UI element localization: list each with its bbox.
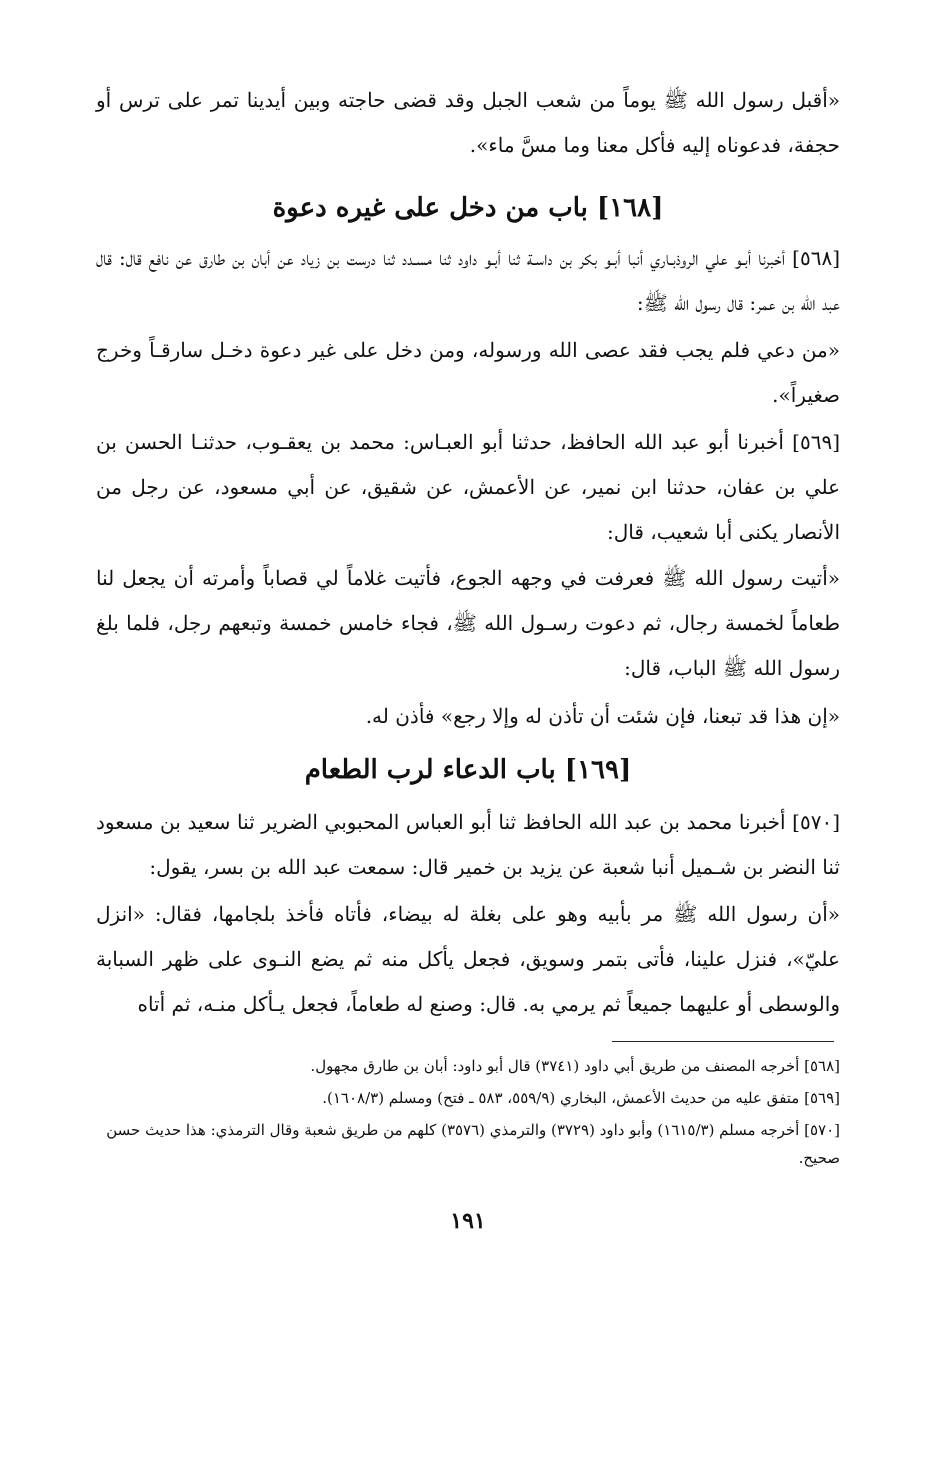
- paragraph-hadith-570-isnad: [٥٧٠] أخبرنا محمد بن عبد الله الحافظ ثنا أبو العباس المحبوبي الضرير ثنا سعيد بن مسعود ثنا النضر بن شـميل أنبا شعبة عن يزيد بن خمير قال: سمعت عبد الله بن بسر، يقول:: [96, 810, 840, 879]
- footnote-569: [٥٦٩] متفق عليه من حديث الأعمش، البخاري (٥٥٩/٩، ٥٨٣ ـ فتح) ومسلم (١٦٠٨/٣).: [322, 1089, 840, 1107]
- footnote-568: [٥٦٨] أخرجه المصنف من طريق أبي داود (٣٧٤١) قال أبو داود: أبان بن طارق مجهول.: [310, 1057, 840, 1075]
- footnote-570: [٥٧٠] أخرجه مسلم (١٦١٥/٣) وأبو داود (٣٧٢٩) والترمذي (٣٥٧٦) كلهم من طريق شعبة وقال الترمذي: هذا حديث حسن صحيح.: [106, 1121, 840, 1167]
- section-heading-168: [١٦٨] باب من دخل على غيره دعوة: [272, 193, 664, 223]
- paragraph-hadith-568-text: «من دعي فلم يجب فقد عصى الله ورسوله، ومن دخل على غير دعوة دخـل سارقـاً وخرج صغيراً».: [96, 338, 840, 407]
- paragraph-intro-quote: «أقبل رسول الله ﷺ يوماً من شعب الجبل وقد قضى حاجته وبين أيدينا تمر على ترس أو حجفة، فدعوناه إليه فأكل معنا وما مسَّ ماء».: [96, 88, 840, 157]
- paragraph-hadith-568-isnad: [٥٦٨] أخبرنا أبـو علي الروذبـاري أنبا أبـو بكر بن داسـة ثنا أبـو داود ثنا مسـدد ثنا درست بن زياد عن أبان بن طارق عن نافع قال: قال عبد الله بن عمر: قال رسول الله ﷺ:: [96, 246, 840, 315]
- paragraph-hadith-570-text: «أن رسول الله ﷺ مر بأبيه وهو على بغلة له بيضاء، فأتاه فأخذ بلجامها، فقال: «انزل عليّ»، فنزل علينا، فأتى بتمر وسويق، فجعل يأكل منه ثم يضع النـوى على ظهر السبابة والوسطى أو عليهما جميعاً ثم يرمي به. قال: وصنع له طعاماً، فجعل يـأكل منـه، ثم أتاه: [96, 902, 840, 1016]
- section-heading-169: [١٦٩] باب الدعاء لرب الطعام: [304, 755, 632, 785]
- paragraph-hadith-569-text: «أتيت رسول الله ﷺ فعرفت في وجهه الجوع، فأتيت غلاماً لي قصاباً وأمرته أن يجعل لنا طعاماً لخمسة رجال، ثم دعوت رسـول الله ﷺ، فجاء خامس خمسة وتبعهم رجل، فلما بلغ رسول الله ﷺ الباب، قال:: [96, 566, 840, 680]
- paragraph-hadith-569-ending: «إن هذا قد تبعنا، فإن شئت أن تأذن له وإلا رجع» فأذن له.: [365, 704, 840, 728]
- paragraph-hadith-569-isnad: [٥٦٩] أخبرنا أبو عبد الله الحافظ، حدثنا أبو العبـاس: محمد بن يعقـوب، حدثنـا الحسن بن علي بن عفان، حدثنا ابن نمير، عن الأعمش، عن شقيق، عن أبي مسعود، عن رجل من الأنصار يكنى أبا شعيب، قال:: [96, 430, 841, 544]
- page-number: ١٩١: [450, 1208, 486, 1234]
- footnote-divider: [612, 1041, 834, 1042]
